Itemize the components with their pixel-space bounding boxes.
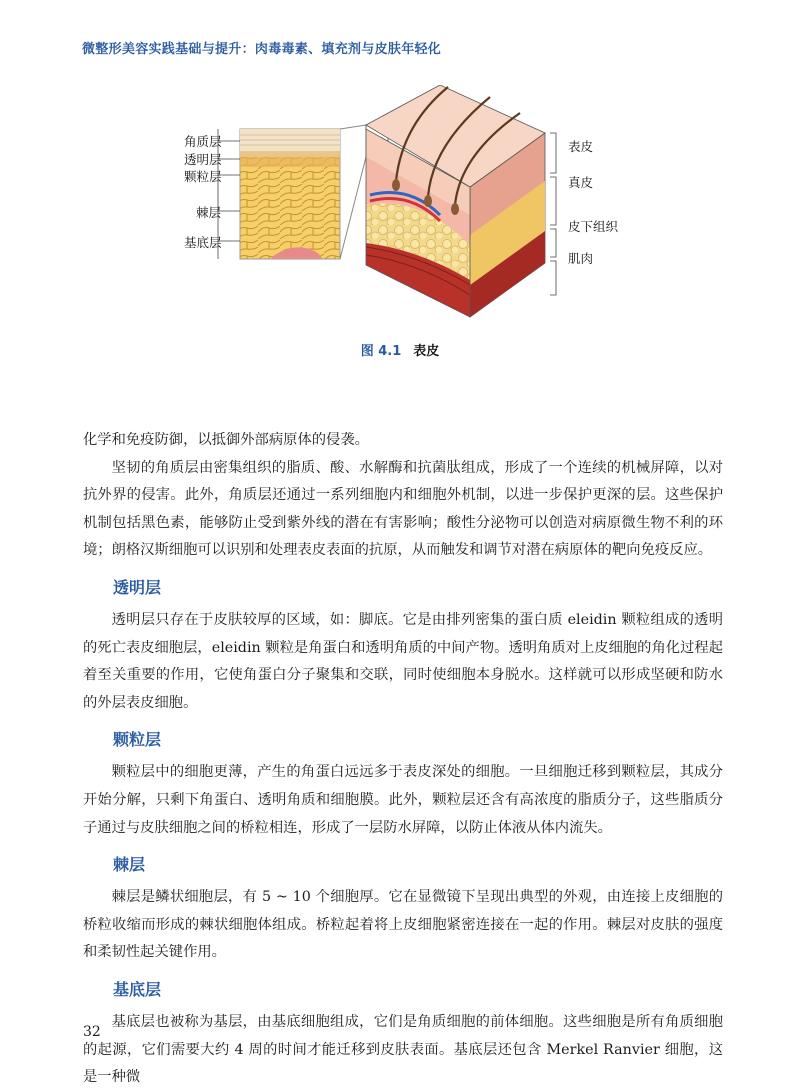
skin-illustration xyxy=(170,85,630,325)
label-subcutaneous: 皮下组织 xyxy=(568,219,619,234)
label-epidermis: 表皮 xyxy=(568,139,594,154)
paragraph: 坚韧的角质层由密集组织的脂质、酸、水解酶和抗菌肽组成，形成了一个连续的机械屏障，以对抗外界的侵害。此外，角质层还通过一系列细胞内和细胞外机制，以进一步保护更深的层。这些保护机制包括黑色素，能够防止受到紫外线的潜在有害影响；酸性分泌物可以创造对病原微生物不利的环境；朗格汉斯细胞可以识别和处理表皮表面的抗原，从而触发和调节对潜在病原体的靶向免疫反应。 xyxy=(83,459,723,559)
section-heading-spinosum: 棘层 xyxy=(113,855,146,875)
body-text xyxy=(83,427,723,1092)
caption-text: 表皮 xyxy=(413,344,440,359)
label-dermis: 真皮 xyxy=(568,175,594,190)
label-stratum-granulosum: 颗粒层 xyxy=(184,169,222,184)
label-stratum-spinosum: 棘层 xyxy=(196,205,222,220)
paragraph: 颗粒层中的细胞更薄，产生的角蛋白远远多于表皮深处的细胞。一旦细胞迁移到颗粒层，其成分开始分解，只剩下角蛋白、透明角质和细胞膜。此外，颗粒层还含有高浓度的脂质分子，这些脂质分子通过与皮肤细胞之间的桥粒相连，形成了一层防水屏障，以防止体液从体内流失。 xyxy=(83,764,723,836)
running-title: 微整形美容实践基础与提升：肉毒毒素、填充剂与皮肤年轻化 xyxy=(82,42,442,57)
label-stratum-corneum: 角质层 xyxy=(184,134,222,149)
skin-layer-figure xyxy=(170,85,630,325)
label-stratum-lucidum: 透明层 xyxy=(184,152,222,167)
label-muscle: 肌肉 xyxy=(568,251,594,266)
paragraph: 化学和免疫防御，以抵御外部病原体的侵袭。 xyxy=(83,432,369,448)
section-heading-basale: 基底层 xyxy=(113,979,162,999)
paragraph: 基底层也被称为基层，由基底细胞组成，它们是角质细胞的前体细胞。这些细胞是所有角质细胞的起源，它们需要大约 4 周的时间才能迁移到皮肤表面。基底层还包含 Merkel Ranvier 细胞，这是一种微 xyxy=(83,1013,723,1086)
figure-caption xyxy=(0,340,800,359)
epidermis-micro-view xyxy=(240,129,340,259)
paragraph: 棘层是鳞状细胞层，有 5 ~ 10 个细胞厚。它在显微镜下呈现出典型的外观，由连接上皮细胞的桥粒收缩而形成的棘状细胞体组成。桥粒起着将上皮细胞紧密连接在一起的作用。棘层对皮肤的强度和柔韧性起关键作用。 xyxy=(83,889,723,961)
page-number: 32 xyxy=(83,1024,101,1040)
section-heading-lucidum: 透明层 xyxy=(113,577,162,597)
paragraph: 透明层只存在于皮肤较厚的区域，如：脚底。它是由排列密集的蛋白质 eleidin 颗粒组成的透明的死亡表皮细胞层，eleidin 颗粒是角蛋白和透明角质的中间产物。透明角质对上皮细胞的角化过程起着至关重要的作用，它使角蛋白分子聚集和交联，同时使细胞本身脱水。这样就可以形成坚硬和防水的外层表皮细胞。 xyxy=(83,611,723,711)
label-stratum-basale: 基底层 xyxy=(184,235,222,250)
caption-number: 图 4.1 xyxy=(360,344,402,359)
section-heading-granulosum: 颗粒层 xyxy=(113,730,162,750)
